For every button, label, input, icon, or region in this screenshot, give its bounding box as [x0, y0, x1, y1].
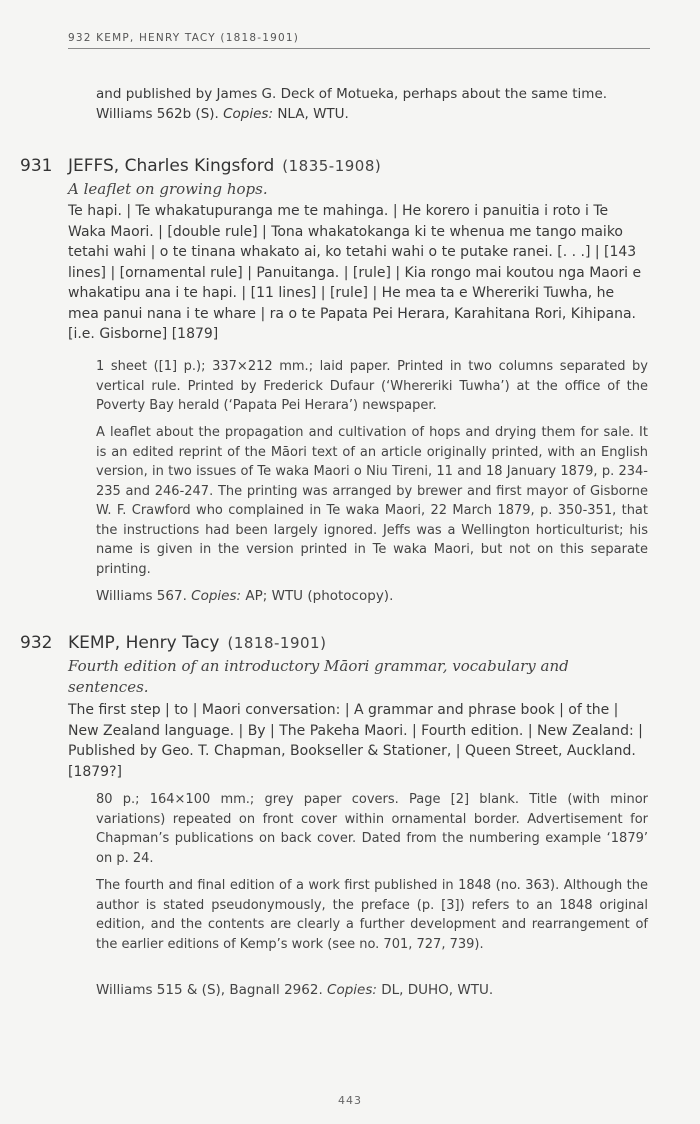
- citation-refs: Williams 567.: [96, 588, 187, 604]
- entry-heading: [68, 632, 648, 654]
- entry-subtitle: Fourth edition of an introductory Māori grammar, vocabulary and sentences.: [68, 657, 569, 696]
- citation-refs: Williams 515 & (S), Bagnall 2962.: [96, 982, 323, 998]
- entry-subtitle: A leaflet on growing hops.: [68, 180, 268, 198]
- physical-description: 80 p.; 164×100 mm.; grey paper covers. Page [2] blank. Title (with minor variations) repeated on front cover within ornamental border. Advertisement for Chapman’s publications on back cover. Dated from the numbering example ‘1879’ on p. 24.: [96, 792, 648, 866]
- entry-citation: [96, 980, 648, 1000]
- physical-description: 1 sheet ([1] p.); 337×212 mm.; laid paper. Printed in two columns separated by vertical rule. Printed by Frederick Dufaur (‘Whereriki Tuwha’) at the office of the Poverty Bay herald (‘Papata Pei Herara’) newspaper.: [96, 359, 648, 413]
- title-transcription: Te hapi. | Te whakatupuranga me te mahinga. | He korero i panuitia i roto i Te Waka Maori. | [double rule] | Tona whakatokanga ki te whenua me tango maiko tetahi wahi | o te tinana whakato ai, ko tetahi wahi o te putake ranei. [. . .] | [143 lines] | [ornamental rule] | Panuitanga. | [rule] | Kia rongo mai koutou nga Maori e whakatipu ana i te hapi. | [11 lines] | [rule] | He mea ta e Whereriki Tuwha, he mea panui nana i te whare | ra o te Papata Pei Herara, Karahitana Rori, Kihipana. [i.e. Gisborne] [1879]: [68, 203, 642, 342]
- copies-list: AP; WTU (photocopy).: [245, 588, 394, 604]
- author-dates: (1818-1901): [227, 634, 327, 652]
- entry-heading: [68, 155, 648, 177]
- running-header: 932 KEMP, HENRY TACY (1818-1901): [68, 32, 650, 49]
- title-transcription: The first step | to | Maori conversation: | A grammar and phrase book | of the | New Zealand language. | By | The Pakeha Maori. | Fourth edition. | New Zealand: | Published by Geo. T. Chapman, Bookseller & Stationer, | Queen Street, Auckland. [1879?]: [68, 702, 643, 780]
- entry-notes: A leaflet about the propagation and cultivation of hops and drying them for sale. It is an edited reprint of the Māori text of an article originally printed, with an English version, in two issues of Te waka Maori o Niu Tireni, 11 and 18 January 1879, p. 234-235 and 246-247. The printing was arranged by brewer and first mayor of Gisborne W. F. Crawford who complained in Te waka Maori, 22 March 1879, p. 350-351, that the instructions had been largely ignored. Jeffs was a Wellington horticulturist; his name is given in the version printed in Te waka Maori, but not on this separate printing.: [96, 425, 648, 577]
- entry-citation: [96, 586, 648, 606]
- copies-list: NLA, WTU.: [277, 106, 349, 122]
- copies-label: Copies:: [223, 106, 274, 122]
- entry-number: 932: [20, 633, 53, 653]
- entry-notes: The fourth and final edition of a work first published in 1848 (no. 363). Although the author is stated pseudonymously, the preface (p. [3]) refers to an 1848 original edition, and the contents are clearly a further development and rearrangement of the earlier editions of Kemp’s work (see no. 701, 727, 739).: [96, 878, 648, 952]
- author-name: JEFFS, Charles Kingsford: [68, 156, 275, 176]
- entry-number: 931: [20, 156, 53, 176]
- author-dates: (1835-1908): [282, 157, 382, 175]
- copies-label: Copies:: [191, 588, 242, 604]
- copies-label: Copies:: [327, 982, 377, 998]
- continuation-line: and published by James G. Deck of Motueka, perhaps about the same time.: [96, 86, 608, 102]
- page-number: 443: [338, 1094, 362, 1107]
- author-name: KEMP, Henry Tacy: [68, 633, 220, 653]
- copies-list: DL, DUHO, WTU.: [381, 982, 494, 998]
- continuation-text: [96, 84, 656, 124]
- continuation-cite: Williams 562b (S).: [96, 106, 219, 122]
